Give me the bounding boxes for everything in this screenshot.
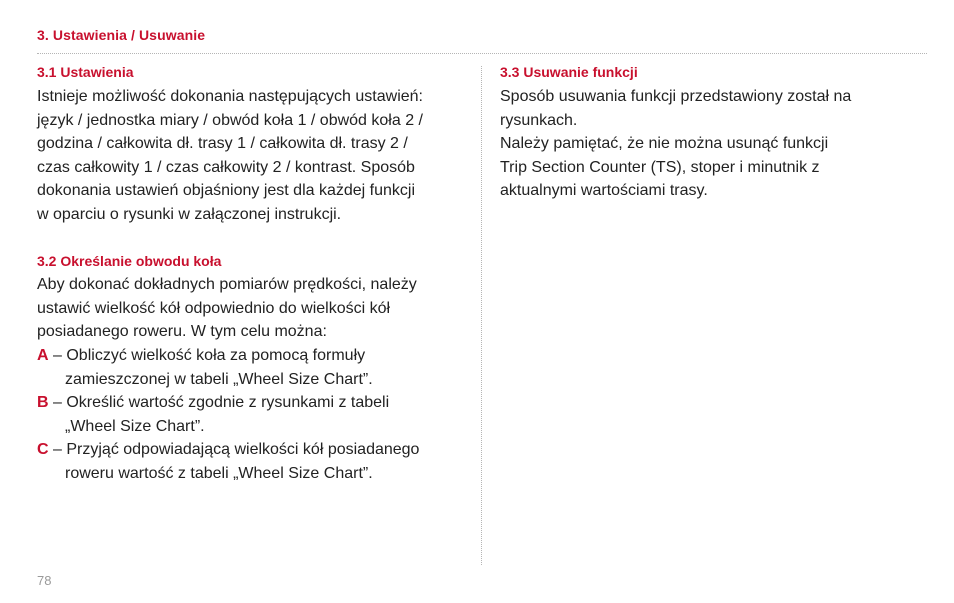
text-line: aktualnymi wartościami trasy. — [500, 182, 708, 199]
list-text: – Przyjąć odpowiadającą wielkości kół posiadanego — [53, 441, 420, 458]
paragraph-3-2 — [37, 273, 417, 344]
text-line: posiadanego roweru. W tym celu można: — [37, 323, 327, 340]
list-letter: C — [37, 441, 49, 458]
text-line: Istnieje możliwość dokonania następujących ustawień: — [37, 88, 423, 105]
text-line: Sposób usuwania funkcji przedstawiony został na — [500, 88, 852, 105]
paragraph-3-3 — [500, 85, 851, 203]
list-text-continued: „Wheel Size Chart”. — [65, 417, 205, 435]
text-line: godzina / całkowita dł. trasy 1 / całkowita dł. trasy 2 / — [37, 135, 408, 152]
text-line: Należy pamiętać, że nie można usunąć funkcji — [500, 135, 829, 152]
list-letter: A — [37, 347, 49, 364]
list-text: – Określić wartość zgodnie z rysunkami z tabeli — [53, 394, 390, 411]
text-line: Trip Section Counter (TS), stoper i minutnik z — [500, 158, 820, 176]
list-item-a — [37, 344, 373, 391]
text-line: w oparciu o rysunki w załączonej instrukcji. — [37, 205, 342, 223]
list-item-c — [37, 438, 419, 485]
text-line: czas całkowity 1 / czas całkowity 2 / kontrast. Sposób — [37, 158, 415, 176]
list-text-continued: zamieszczonej w tabeli „Wheel Size Chart”. — [65, 370, 373, 388]
text-line: rysunkach. — [500, 111, 578, 129]
paragraph-3-1 — [37, 85, 423, 226]
heading-3-3: 3.3 Usuwanie funkcji — [500, 64, 638, 80]
list-text-continued: roweru wartość z tabeli „Wheel Size Chart”. — [65, 464, 373, 482]
horizontal-divider — [37, 53, 927, 54]
text-line: Aby dokonać dokładnych pomiarów prędkości, należy — [37, 276, 417, 293]
list-letter: B — [37, 394, 49, 411]
column-divider — [481, 66, 482, 565]
text-line: język / jednostka miary / obwód koła 1 / obwód koła 2 / — [37, 111, 423, 129]
heading-3-2: 3.2 Określanie obwodu koła — [37, 253, 222, 269]
heading-3-1: 3.1 Ustawienia — [37, 64, 134, 80]
list-text: – Obliczyć wielkość koła za pomocą formuły — [53, 347, 366, 364]
text-line: ustawić wielkość kół odpowiednio do wielkości kół — [37, 299, 391, 317]
list-item-b — [37, 391, 389, 438]
text-line: dokonania ustawień objaśniony jest dla każdej funkcji — [37, 182, 416, 199]
section-title: 3. Ustawienia / Usuwanie — [37, 27, 206, 43]
page-number: 78 — [37, 573, 52, 588]
